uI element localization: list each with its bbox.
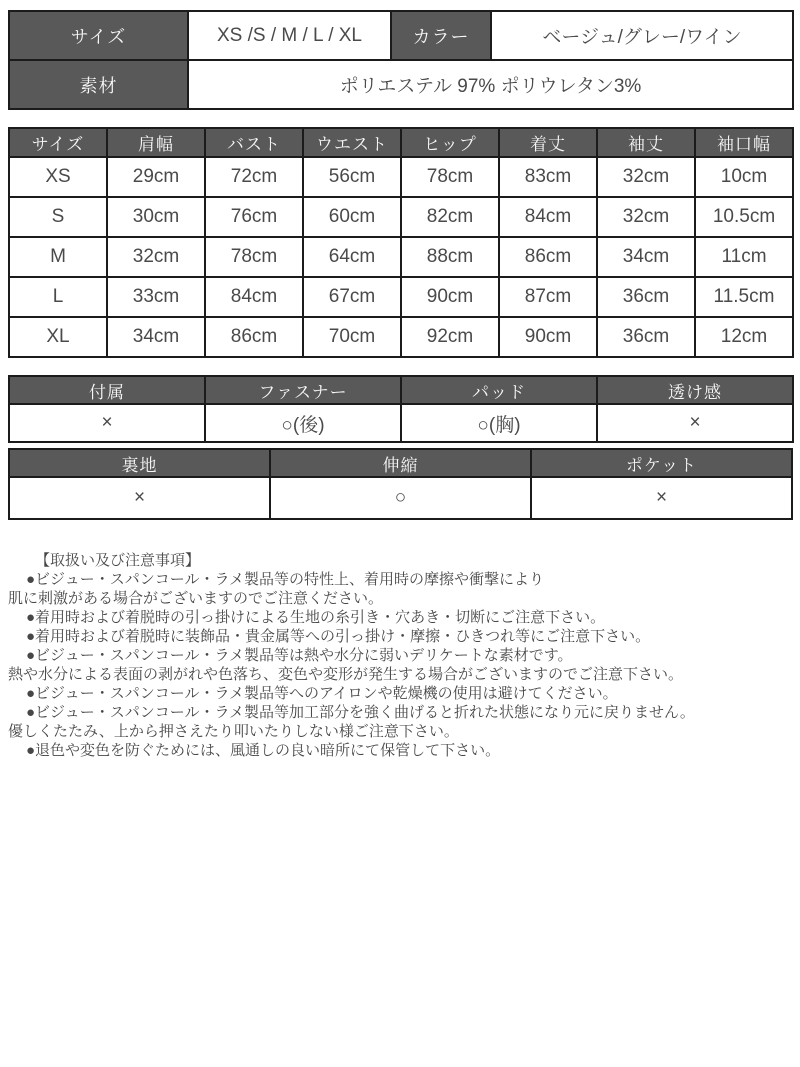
table-row-xl: [9, 317, 793, 357]
feature-header: パッド: [401, 376, 597, 404]
care-note-line: ●退色や変色を防ぐためには、風通しの良い暗所にて保管して下さい。: [26, 742, 501, 759]
care-notes-title: 【取扱い及び注意事項】: [35, 552, 201, 569]
size-color-material-table: [8, 10, 794, 110]
col-header: バスト: [205, 128, 303, 157]
measure-value: 32cm: [597, 157, 695, 197]
measure-value: 88cm: [401, 237, 499, 277]
measure-value: 29cm: [107, 157, 205, 197]
measure-value: 82cm: [401, 197, 499, 237]
measurements-header-row: [9, 128, 793, 157]
measure-value: 32cm: [107, 237, 205, 277]
feature-value: ○(後): [205, 404, 401, 442]
measure-value: 90cm: [401, 277, 499, 317]
size-label: サイズ: [9, 11, 188, 60]
features1-header-row: [9, 376, 793, 404]
col-header: サイズ: [9, 128, 107, 157]
table-row-s: [9, 197, 793, 237]
size-name: M: [9, 237, 107, 277]
measure-value: 83cm: [499, 157, 597, 197]
measure-value: 78cm: [205, 237, 303, 277]
color-label: カラー: [391, 11, 491, 60]
care-note-line: ●ビジュー・スパンコール・ラメ製品等の特性上、着用時の摩擦や衝撃により: [26, 571, 545, 588]
feature-header: ポケット: [531, 449, 792, 477]
measure-value: 72cm: [205, 157, 303, 197]
features1-value-row: [9, 404, 793, 442]
measure-value: 36cm: [597, 277, 695, 317]
measure-value: 10cm: [695, 157, 793, 197]
feature-header: 裏地: [9, 449, 270, 477]
col-header: ウエスト: [303, 128, 401, 157]
measure-value: 11cm: [695, 237, 793, 277]
product-spec-section: [8, 0, 792, 760]
measure-value: 34cm: [107, 317, 205, 357]
measure-value: 60cm: [303, 197, 401, 237]
table-row-xs: [9, 157, 793, 197]
measure-value: 86cm: [205, 317, 303, 357]
measure-value: 86cm: [499, 237, 597, 277]
material-row: [9, 60, 793, 109]
feature-value: ×: [9, 404, 205, 442]
col-header: ヒップ: [401, 128, 499, 157]
measure-value: 56cm: [303, 157, 401, 197]
features-table-2: [8, 448, 793, 520]
color-value: ベージュ/グレー/ワイン: [491, 11, 793, 60]
size-name: S: [9, 197, 107, 237]
measure-value: 30cm: [107, 197, 205, 237]
measure-value: 34cm: [597, 237, 695, 277]
care-note-line: ●ビジュー・スパンコール・ラメ製品等加工部分を強く曲げると折れた状態になり元に戻りません。: [26, 704, 695, 721]
care-note-line: ●ビジュー・スパンコール・ラメ製品等へのアイロンや乾燥機の使用は避けてください。: [26, 685, 618, 702]
care-note-line: 優しくたたみ、上から押さえたり叩いたりしない様ご注意下さい。: [8, 723, 459, 740]
size-name: XL: [9, 317, 107, 357]
measure-value: 92cm: [401, 317, 499, 357]
col-header: 袖丈: [597, 128, 695, 157]
care-note-line: 熱や水分による表面の剥がれや色落ち、変色や変形が発生する場合がございますのでご注意下さい。: [8, 666, 684, 683]
material-label: 素材: [9, 60, 188, 109]
measure-value: 84cm: [205, 277, 303, 317]
measure-value: 32cm: [597, 197, 695, 237]
material-value: ポリエステル 97% ポリウレタン3%: [188, 60, 793, 109]
feature-header: 伸縮: [270, 449, 531, 477]
care-note-line: 肌に刺激がある場合がございますのでご注意ください。: [8, 590, 384, 607]
feature-header: 透け感: [597, 376, 793, 404]
care-note-line: ●着用時および着脱時に装飾品・貴金属等への引っ掛け・摩擦・ひきつれ等にご注意下さい。: [26, 628, 651, 645]
size-value: XS /S / M / L / XL: [188, 11, 391, 60]
measure-value: 33cm: [107, 277, 205, 317]
measure-value: 11.5cm: [695, 277, 793, 317]
feature-header: ファスナー: [205, 376, 401, 404]
features2-value-row: [9, 477, 792, 519]
care-notes: [8, 551, 792, 760]
measure-value: 67cm: [303, 277, 401, 317]
measure-value: 90cm: [499, 317, 597, 357]
measure-value: 12cm: [695, 317, 793, 357]
feature-header: 付属: [9, 376, 205, 404]
feature-value: ×: [597, 404, 793, 442]
care-note-line: ●ビジュー・スパンコール・ラメ製品等は熱や水分に弱いデリケートな素材です。: [26, 647, 573, 664]
measure-value: 84cm: [499, 197, 597, 237]
col-header: 着丈: [499, 128, 597, 157]
measure-value: 87cm: [499, 277, 597, 317]
features-table-1: [8, 375, 794, 443]
measure-value: 64cm: [303, 237, 401, 277]
measure-value: 10.5cm: [695, 197, 793, 237]
size-color-row: [9, 11, 793, 60]
table-row-m: [9, 237, 793, 277]
features2-header-row: [9, 449, 792, 477]
measure-value: 70cm: [303, 317, 401, 357]
table-row-l: [9, 277, 793, 317]
col-header: 肩幅: [107, 128, 205, 157]
feature-value: ○: [270, 477, 531, 519]
feature-value: ○(胸): [401, 404, 597, 442]
measure-value: 78cm: [401, 157, 499, 197]
feature-value: ×: [9, 477, 270, 519]
measure-value: 76cm: [205, 197, 303, 237]
measurements-table: [8, 127, 794, 358]
size-name: XS: [9, 157, 107, 197]
measure-value: 36cm: [597, 317, 695, 357]
col-header: 袖口幅: [695, 128, 793, 157]
size-name: L: [9, 277, 107, 317]
feature-value: ×: [531, 477, 792, 519]
care-note-line: ●着用時および着脱時の引っ掛けによる生地の糸引き・穴あき・切断にご注意下さい。: [26, 609, 606, 626]
